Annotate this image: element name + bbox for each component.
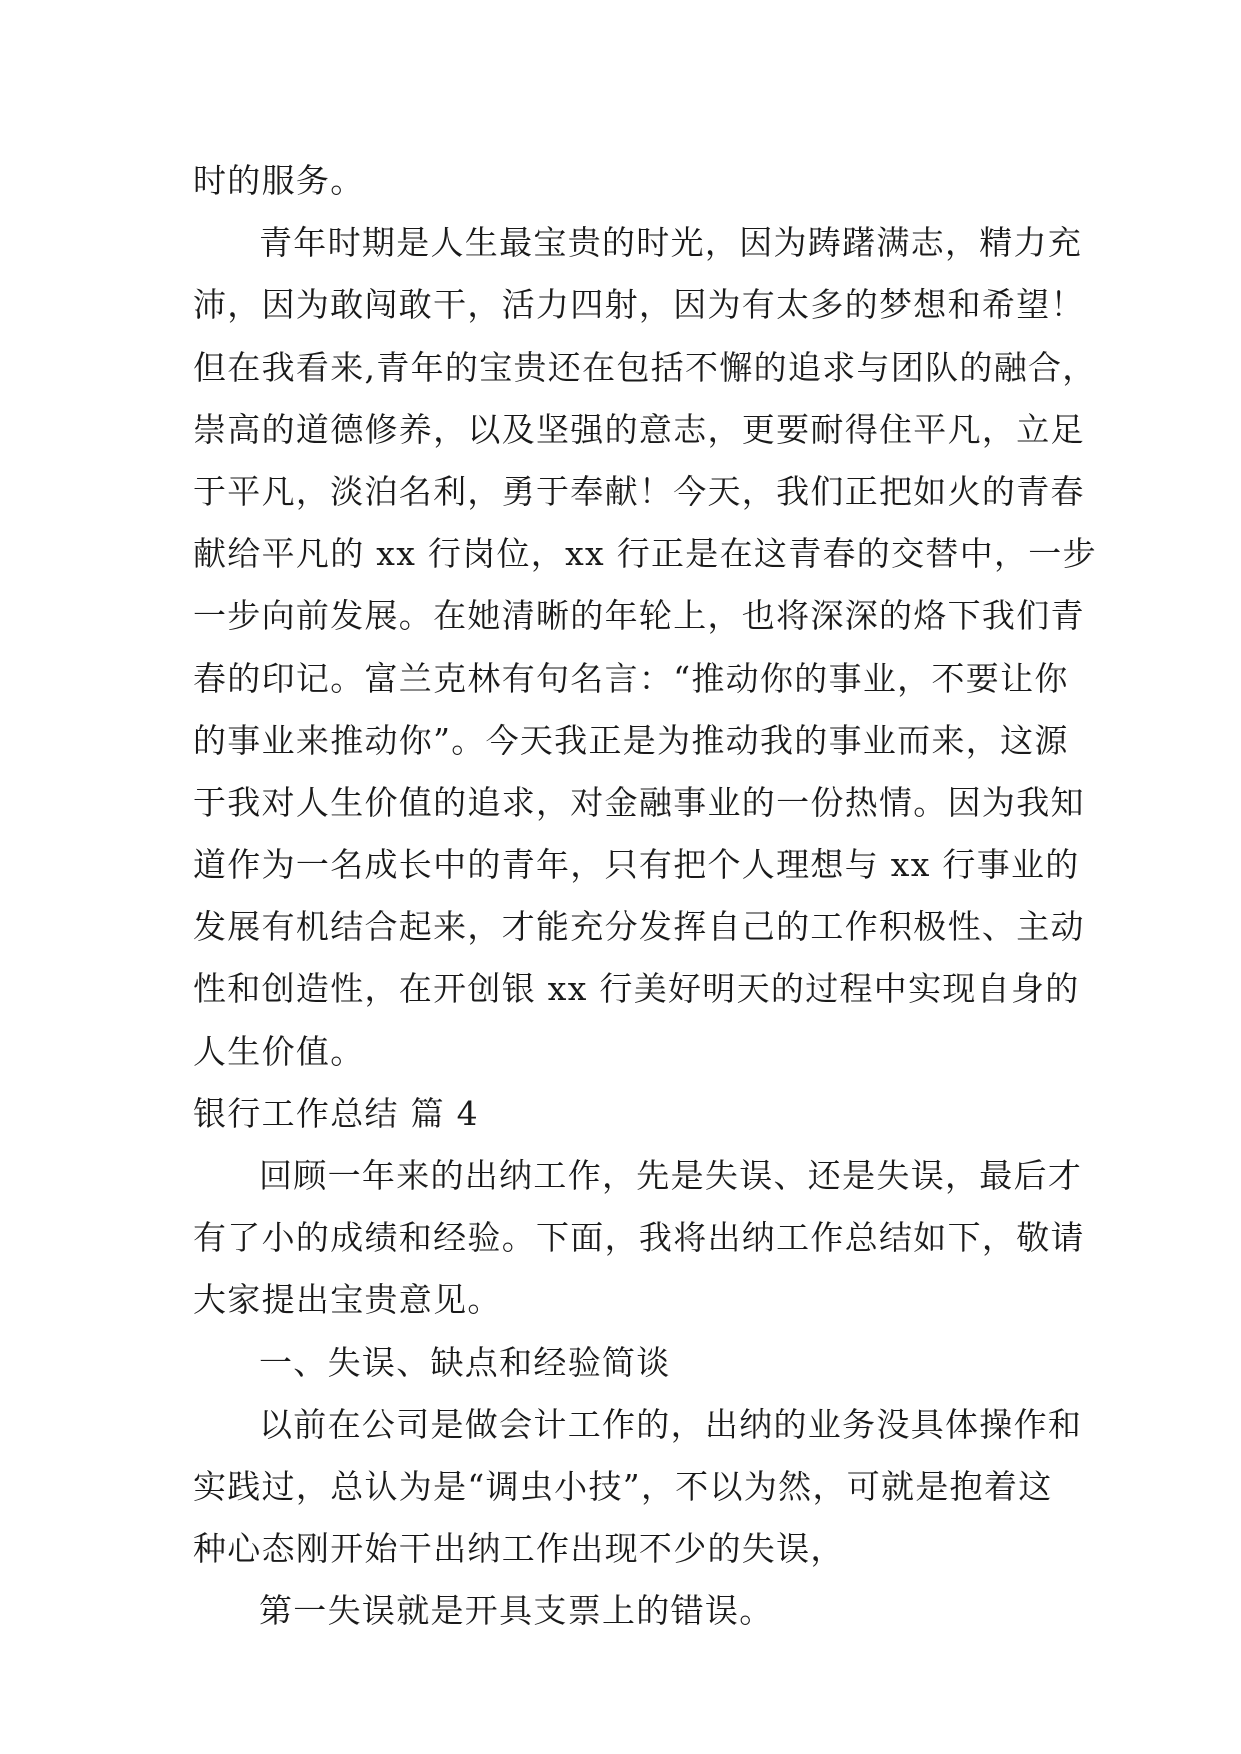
subsection-heading: 一、失误、缺点和经验简谈 <box>259 1342 671 1382</box>
text-line: 一步向前发展。在她清晰的年轮上，也将深深的烙下我们青 <box>193 596 1085 636</box>
text-line: 春的印记。富兰克林有句名言：“推动你的事业，不要让你 <box>193 658 1069 698</box>
text-line: 于我对人生价值的追求，对金融事业的一份热情。因为我知 <box>193 782 1085 822</box>
text-line: 时的服务。 <box>193 161 365 200</box>
text-line: 的事业来推动你”。今天我正是为推动我的事业而来，这源 <box>193 720 1069 760</box>
text-line: 大家提出宝贵意见。 <box>193 1280 502 1320</box>
text-line: 沛，因为敢闯敢干，活力四射，因为有太多的梦想和希望！ <box>193 285 1085 325</box>
text-line: 实践过，总认为是“调虫小技”，不以为然，可就是抱着这 <box>193 1466 1053 1506</box>
text-line: 发展有机结合起来，才能充分发挥自己的工作积极性、主动 <box>193 907 1085 947</box>
document-body <box>193 150 1097 1643</box>
paragraph-start-line: 第一失误就是开具支票上的错误。 <box>259 1591 774 1631</box>
paragraph-start-line: 以前在公司是做会计工作的，出纳的业务没具体操作和 <box>259 1404 1083 1444</box>
paragraph-start-line: 回顾一年来的出纳工作，先是失误、还是失误，最后才 <box>259 1156 1083 1195</box>
text-line: 献给平凡的 xx 行岗位，xx 行正是在这青春的交替中，一步 <box>193 534 1097 574</box>
text-line: 有了小的成绩和经验。下面，我将出纳工作总结如下，敬请 <box>193 1218 1085 1258</box>
text-line: 但在我看来,青年的宝贵还在包括不懈的追求与团队的融合， <box>193 347 1097 387</box>
text-line: 于平凡，淡泊名利，勇于奉献！今天，我们正把如火的青春 <box>193 471 1085 511</box>
text-line: 种心态刚开始干出纳工作出现不少的失误， <box>193 1529 845 1569</box>
text-line: 人生价值。 <box>193 1031 365 1071</box>
text-line: 道作为一名成长中的青年，只有把个人理想与 xx 行事业的 <box>193 845 1080 885</box>
text-line: 性和创造性，在开创银 xx 行美好明天的过程中实现自身的 <box>193 969 1080 1009</box>
text-line: 崇高的道德修养，以及坚强的意志，更要耐得住平凡，立足 <box>193 409 1085 449</box>
paragraph-start-line: 青年时期是人生最宝贵的时光，因为踌躇满志，精力充 <box>259 223 1083 263</box>
section-heading: 银行工作总结 篇 4 <box>193 1093 479 1133</box>
